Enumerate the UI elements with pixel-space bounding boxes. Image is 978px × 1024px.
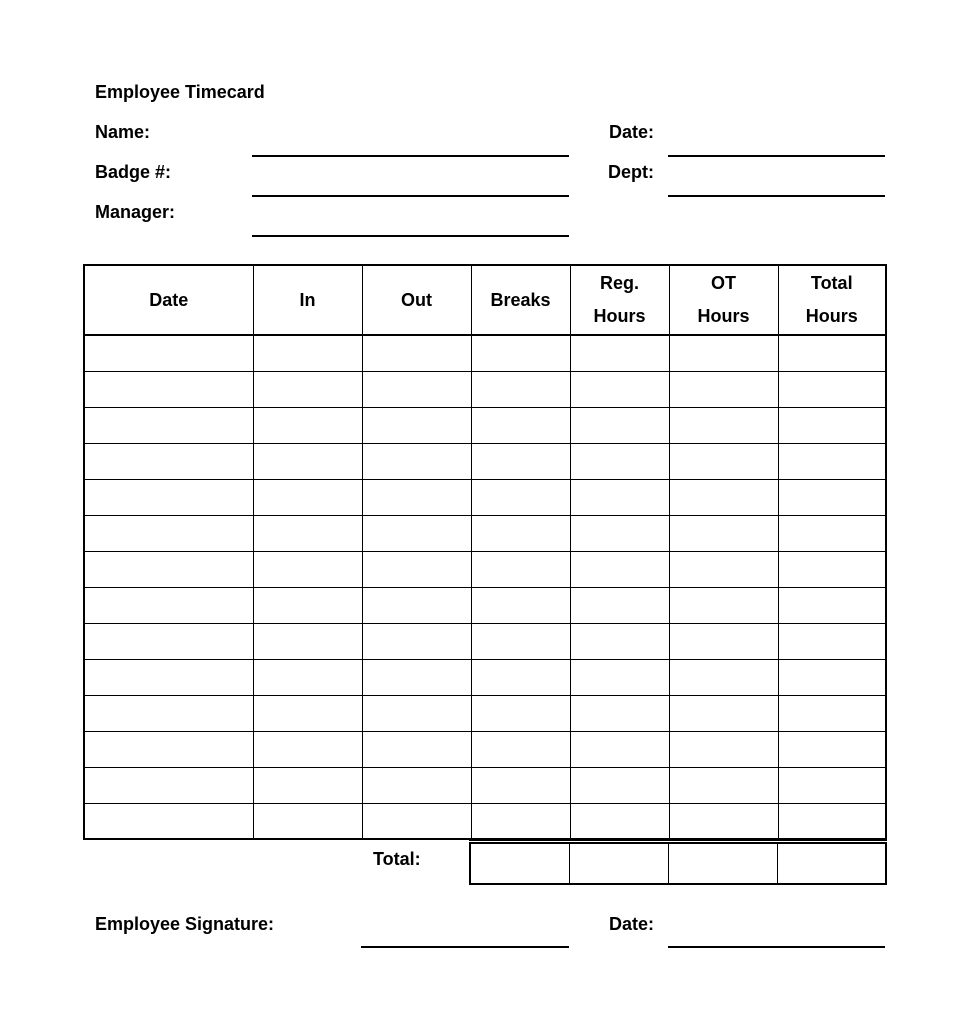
timecard-body [84,335,886,839]
totals-row [470,842,886,885]
table-header-row [84,265,886,335]
date-field[interactable] [668,155,885,157]
table-row [84,731,886,767]
total-ot-hours-cell[interactable] [668,842,777,885]
cell-out[interactable] [362,407,471,443]
cell-in[interactable] [253,335,362,371]
cell-total-hours[interactable] [778,407,886,443]
cell-date[interactable] [84,803,253,839]
table-row [84,767,886,803]
table-row [84,479,886,515]
cell-out[interactable] [362,551,471,587]
cell-total-hours[interactable] [778,731,886,767]
total-breaks-cell[interactable] [470,842,569,885]
cell-date[interactable] [84,407,253,443]
header-date: Date [84,265,253,335]
dept-field[interactable] [668,195,885,197]
cell-ot-hours[interactable] [669,479,778,515]
cell-reg-hours[interactable] [570,659,669,695]
cell-in[interactable] [253,407,362,443]
table-row [84,371,886,407]
cell-out[interactable] [362,515,471,551]
manager-field[interactable] [252,235,569,237]
cell-breaks[interactable] [471,623,570,659]
table-row [84,443,886,479]
cell-out[interactable] [362,335,471,371]
cell-out[interactable] [362,587,471,623]
cell-date[interactable] [84,335,253,371]
cell-total-hours[interactable] [778,335,886,371]
cell-in[interactable] [253,803,362,839]
signature-field[interactable] [361,946,569,948]
cell-out[interactable] [362,695,471,731]
table-row [84,803,886,839]
cell-reg-hours[interactable] [570,335,669,371]
cell-reg-hours[interactable] [570,695,669,731]
cell-out[interactable] [362,623,471,659]
cell-in[interactable] [253,587,362,623]
cell-ot-hours[interactable] [669,443,778,479]
cell-in[interactable] [253,767,362,803]
table-row [84,695,886,731]
cell-total-hours[interactable] [778,479,886,515]
cell-total-hours[interactable] [778,623,886,659]
timecard-table [83,264,887,840]
cell-ot-hours[interactable] [669,515,778,551]
header-breaks: Breaks [471,265,570,335]
cell-reg-hours[interactable] [570,551,669,587]
header-reg-hours: Reg. Hours [570,265,669,335]
cell-in[interactable] [253,371,362,407]
cell-ot-hours[interactable] [669,731,778,767]
cell-total-hours[interactable] [778,443,886,479]
table-row [84,335,886,371]
header-total-hours: Total Hours [778,265,886,335]
dept-label: Dept: [608,162,654,182]
cell-out[interactable] [362,731,471,767]
cell-total-hours[interactable] [778,659,886,695]
cell-total-hours[interactable] [778,587,886,623]
cell-in[interactable] [253,659,362,695]
cell-date[interactable] [84,695,253,731]
cell-breaks[interactable] [471,803,570,839]
cell-ot-hours[interactable] [669,803,778,839]
cell-in[interactable] [253,551,362,587]
cell-reg-hours[interactable] [570,803,669,839]
total-reg-hours-cell[interactable] [569,842,668,885]
cell-date[interactable] [84,731,253,767]
cell-ot-hours[interactable] [669,551,778,587]
name-field[interactable] [252,155,569,157]
table-row [84,659,886,695]
cell-breaks[interactable] [471,587,570,623]
cell-out[interactable] [362,803,471,839]
cell-in[interactable] [253,623,362,659]
cell-out[interactable] [362,479,471,515]
cell-date[interactable] [84,587,253,623]
signature-date-field[interactable] [668,946,885,948]
signature-date-label: Date: [609,914,655,934]
table-row [84,551,886,587]
cell-out[interactable] [362,371,471,407]
cell-reg-hours[interactable] [570,623,669,659]
cell-reg-hours[interactable] [570,407,669,443]
cell-reg-hours[interactable] [570,731,669,767]
cell-date[interactable] [84,659,253,695]
cell-ot-hours[interactable] [669,407,778,443]
table-row [84,515,886,551]
badge-field[interactable] [252,195,569,197]
table-row [84,407,886,443]
cell-date[interactable] [84,371,253,407]
cell-in[interactable] [253,515,362,551]
cell-total-hours[interactable] [778,515,886,551]
cell-ot-hours[interactable] [669,623,778,659]
cell-breaks[interactable] [471,731,570,767]
header-in: In [253,265,362,335]
cell-out[interactable] [362,443,471,479]
cell-breaks[interactable] [471,371,570,407]
name-label: Name: [95,122,151,142]
cell-date[interactable] [84,479,253,515]
cell-total-hours[interactable] [778,767,886,803]
manager-label: Manager: [95,202,176,222]
cell-ot-hours[interactable] [669,659,778,695]
cell-date[interactable] [84,767,253,803]
badge-label: Badge #: [95,162,172,182]
cell-in[interactable] [253,731,362,767]
header-out: Out [362,265,471,335]
header-ot-hours: OT Hours [669,265,778,335]
cell-out[interactable] [362,659,471,695]
cell-date[interactable] [84,443,253,479]
cell-reg-hours[interactable] [570,515,669,551]
date-label: Date: [609,122,655,142]
cell-breaks[interactable] [471,659,570,695]
cell-ot-hours[interactable] [669,767,778,803]
cell-breaks[interactable] [471,695,570,731]
total-hours-cell[interactable] [777,842,886,885]
cell-ot-hours[interactable] [669,587,778,623]
cell-total-hours[interactable] [778,695,886,731]
cell-reg-hours[interactable] [570,587,669,623]
cell-reg-hours[interactable] [570,767,669,803]
cell-date[interactable] [84,551,253,587]
cell-total-hours[interactable] [778,803,886,839]
cell-breaks[interactable] [471,551,570,587]
cell-breaks[interactable] [471,479,570,515]
cell-reg-hours[interactable] [570,443,669,479]
totals-table [469,839,887,885]
cell-in[interactable] [253,479,362,515]
table-row [84,587,886,623]
cell-breaks[interactable] [471,335,570,371]
table-row [84,623,886,659]
cell-total-hours[interactable] [778,551,886,587]
cell-reg-hours[interactable] [570,371,669,407]
cell-in[interactable] [253,443,362,479]
cell-breaks[interactable] [471,407,570,443]
cell-in[interactable] [253,695,362,731]
cell-date[interactable] [84,623,253,659]
cell-ot-hours[interactable] [669,335,778,371]
cell-breaks[interactable] [471,515,570,551]
cell-ot-hours[interactable] [669,695,778,731]
total-label: Total: [373,849,421,869]
cell-reg-hours[interactable] [570,479,669,515]
cell-date[interactable] [84,515,253,551]
cell-breaks[interactable] [471,767,570,803]
cell-ot-hours[interactable] [669,371,778,407]
page-title: Employee Timecard [95,82,265,102]
cell-breaks[interactable] [471,443,570,479]
cell-out[interactable] [362,767,471,803]
cell-total-hours[interactable] [778,371,886,407]
signature-label: Employee Signature: [95,914,275,934]
